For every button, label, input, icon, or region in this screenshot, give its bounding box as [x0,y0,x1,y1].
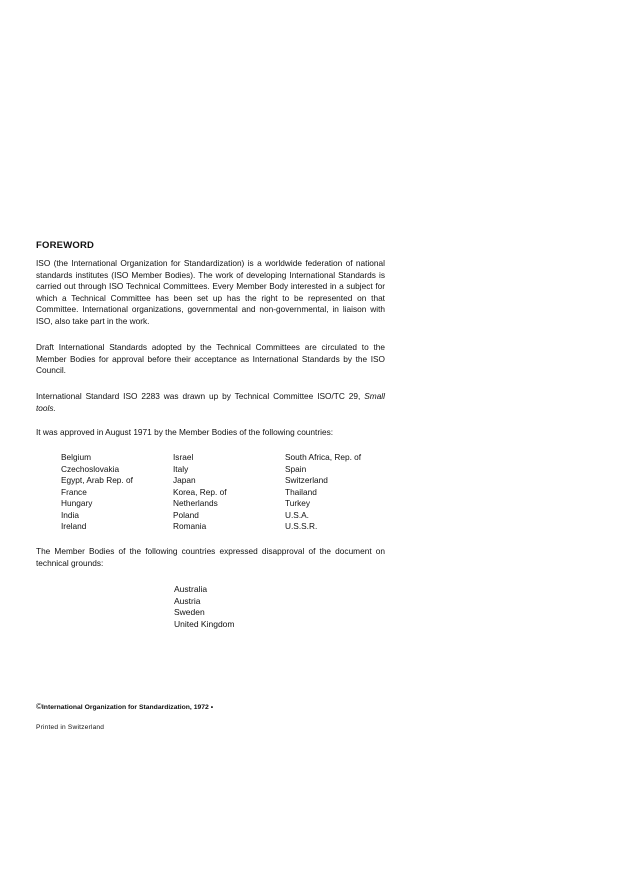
paragraph-iso-intro: ISO (the International Organization for Standardization) is a worldwide federation of national standards institutes (ISO Member Bodies). The work of developing International Standards is carried out through ISO Technical Committees. Every Member Body interested in a subject for which a Technical Committee has been set up has the right to be represented on that Committee. International organizations, governmental and non-governmental, in liaison with ISO, also take part in the work. [36,258,385,326]
paragraph-draft-standards: Draft International Standards adopted by the Technical Committees are circulated to the Member Bodies for approval before their acceptance as International Standards by the ISO Council. [36,342,385,376]
approving-countries-col1 [61,452,133,533]
paragraph-approval: It was approved in August 1971 by the Member Bodies of the following countries: [36,427,334,437]
country-item: Egypt, Arab Rep. of [61,475,133,485]
country-item: Thailand [285,486,317,497]
copyright-icon: © [36,702,42,711]
country-item: U.S.A. [285,509,309,520]
country-item: Netherlands [173,498,218,508]
disapproving-countries [174,584,234,630]
country-item: Switzerland [285,475,328,485]
country-item: Hungary [61,498,93,508]
paragraph-disapproval: The Member Bodies of the following countries expressed disapproval of the document on technical grounds: [36,546,385,568]
country-item: Sweden [174,607,205,618]
standard-origin-text: International Standard ISO 2283 was drawn up by Technical Committee ISO/TC 29, [36,391,365,401]
foreword-heading: FOREWORD [36,240,95,251]
country-item: South Africa, Rep. of [285,452,362,462]
country-item: United Kingdom [174,618,235,629]
country-item: Israel [173,452,194,462]
country-item: Austria [174,595,201,606]
country-item: Italy [173,463,189,474]
printed-notice: Printed in Switzerland [36,724,105,731]
country-item: Australia [174,584,208,594]
country-item: U.S.S.R. [285,521,318,531]
country-item: Romania [173,521,207,531]
country-item: Japan [173,475,196,485]
copyright-text: International Organization for Standardization, 1972 • [41,704,214,711]
paragraph-standard-origin [36,391,385,414]
committee-title: Small tools. [36,391,385,413]
country-item: Ireland [61,521,87,531]
country-item: India [61,509,79,520]
approving-countries-col2 [173,452,227,533]
country-item: Belgium [61,452,91,462]
approving-countries-col3 [285,452,361,533]
country-item: Poland [173,509,199,520]
country-item: Spain [285,463,307,474]
copyright-notice [36,702,213,711]
country-item: Korea, Rep. of [173,486,227,497]
country-item: Turkey [285,498,311,508]
country-item: Czechoslovakia [61,463,120,474]
country-item: France [61,486,87,497]
